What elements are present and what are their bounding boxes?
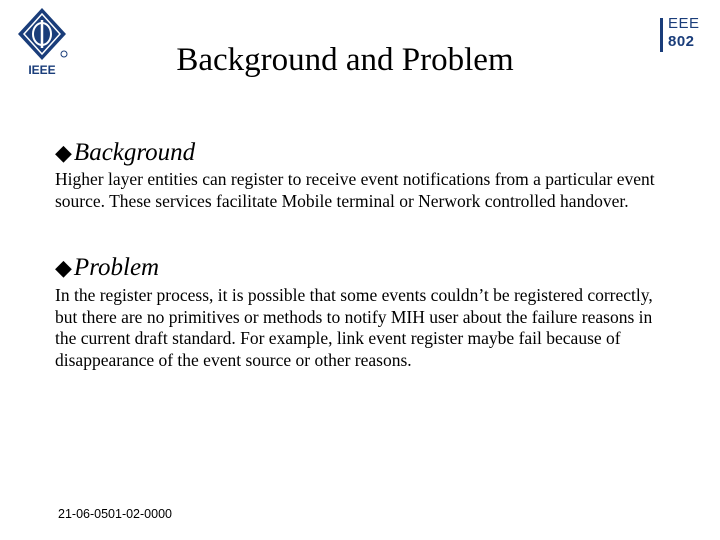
background-paragraph: Higher layer entities can register to receive event notifications from a particular event source. These services facilitate Mobile terminal or Nerwork controlled handover. — [55, 169, 655, 211]
ieee-logo-text: IEEE — [28, 63, 56, 76]
ieee-802-logo-line2: 802 — [668, 33, 695, 50]
section-heading-text: Background — [73, 139, 196, 166]
problem-paragraph: In the register process, it is possible that some events couldn’t be registered correctly, but there are no primitives or methods to notify MIH user about the failure reasons in the current draft standard. For example, link event register maybe fail because of disappearance of the event source or other reasons. — [55, 285, 653, 370]
diamond-bullet-icon: ◆ — [55, 255, 72, 280]
section-heading-text: Problem — [73, 254, 160, 281]
section-heading-background — [55, 138, 195, 168]
document-number-footer: 21-06-0501-02-0000 — [58, 507, 172, 521]
diamond-bullet-icon: ◆ — [55, 140, 72, 165]
ieee-802-logo-line1: EEE — [668, 15, 700, 32]
section-heading-problem — [55, 253, 159, 283]
slide-title: Background and Problem — [176, 42, 514, 78]
